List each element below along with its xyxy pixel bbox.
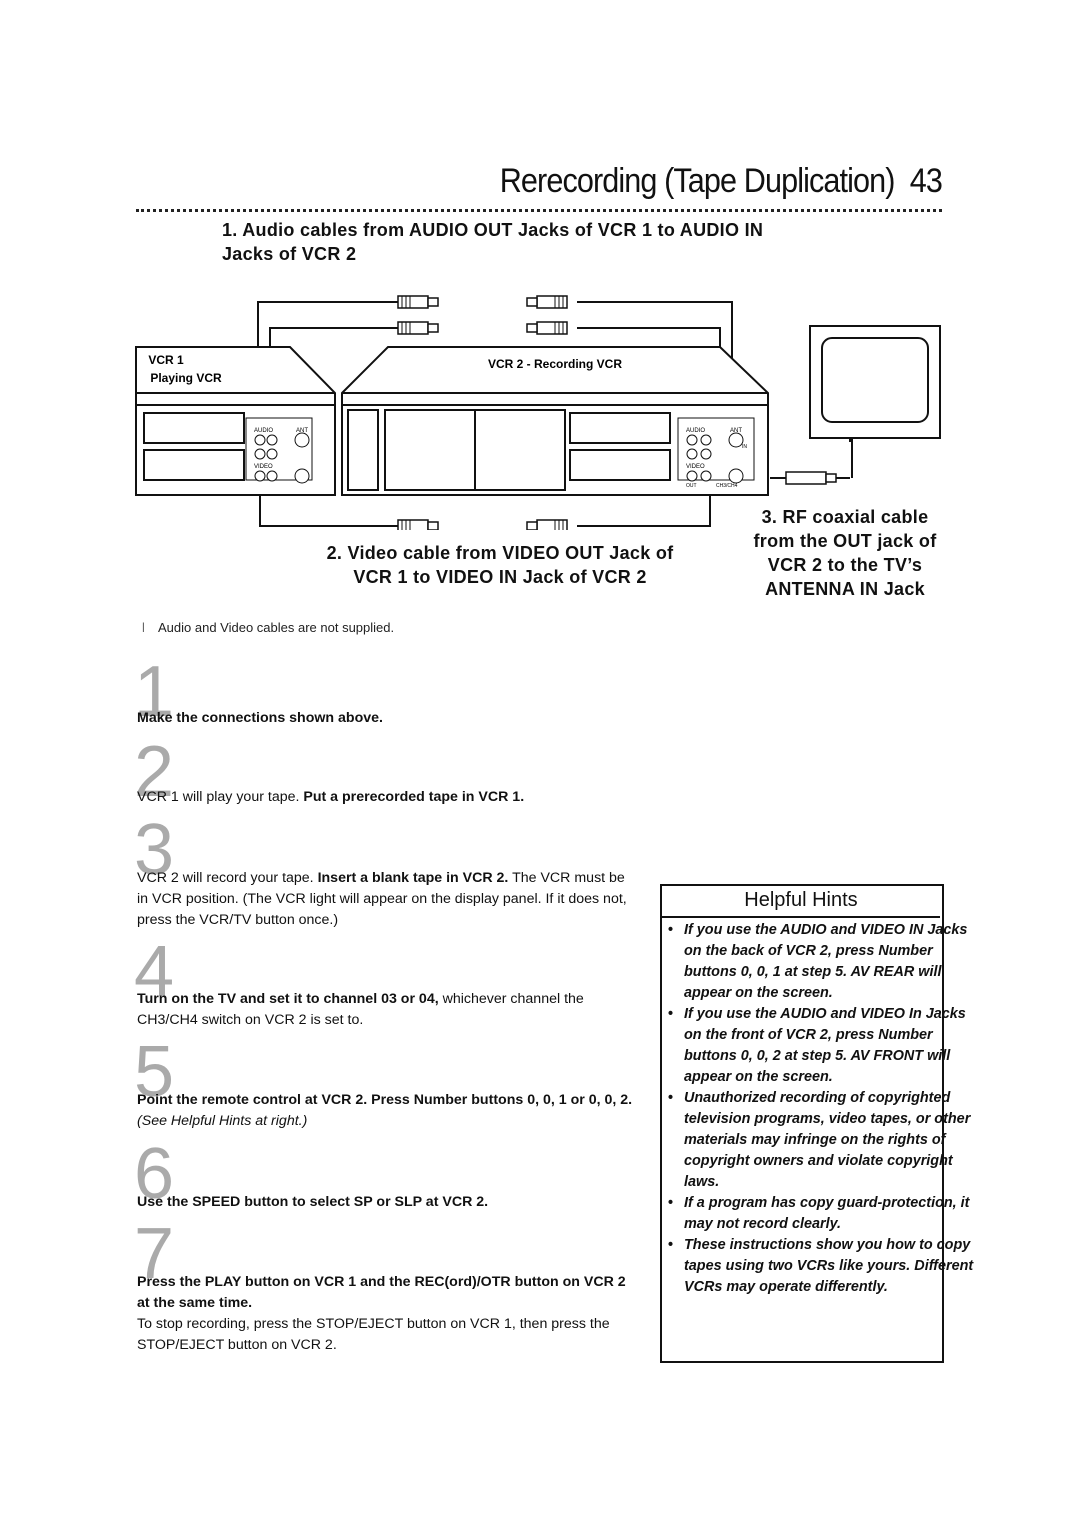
- header-rule: [136, 209, 942, 212]
- hint-item: • If you use the AUDIO and VIDEO In Jacks on the front of VCR 2, press Number buttons 0, 0, 2 at step 5. AV FRONT will appear on the screen.: [668, 1004, 978, 1088]
- vcr1-video-label: VIDEO: [254, 464, 273, 470]
- note-bullet: l: [142, 620, 145, 635]
- step-number-4: 4: [134, 932, 175, 1012]
- cables-note: l Audio and Video cables are not supplied.: [142, 620, 395, 635]
- step-text-7: Press the PLAY button on VCR 1 and the REC(ord)/OTR button on VCR 2 at the same time. To stop recording, press the STOP/EJECT button on VCR 1, then press the STOP/EJECT button on VCR 2.: [137, 1274, 626, 1353]
- vcr1-ant-label: ANT: [296, 428, 308, 434]
- helpful-hints-list: [668, 920, 978, 1298]
- page-number: 43: [909, 162, 942, 200]
- tv: [810, 326, 940, 438]
- vcr1-role-label: Playing VCR: [150, 371, 222, 385]
- vcr2-ch-label: CH3/CH4: [716, 483, 738, 489]
- connection-diagram: [130, 290, 960, 530]
- vcr2-audio-label: AUDIO: [686, 428, 706, 434]
- hint-item: • Unauthorized recording of copyrighted television programs, video tapes, or other materials may infringe on the rights of copyright owners and violate copyright laws.: [668, 1088, 978, 1193]
- step-number-5: 5: [134, 1032, 175, 1112]
- vcr2-in-label: IN: [742, 444, 747, 450]
- step-number-3: 3: [134, 810, 175, 890]
- vcr1-audio-label: AUDIO: [254, 428, 274, 434]
- caption-audio-cables: 1. Audio cables from AUDIO OUT Jacks of VCR 1 to AUDIO IN Jacks of VCR 2: [222, 220, 764, 264]
- step-number-1: 1: [134, 652, 175, 732]
- hint-item: • If a program has copy guard-protection, it may not record clearly.: [668, 1193, 978, 1235]
- step-text-3: VCR 2 will record your tape. Insert a blank tape in VCR 2. The VCR must be in VCR position. (The VCR light will appear on the display panel. If it does not, press the VCR/TV button once.): [137, 870, 627, 928]
- vcr2-video-label: VIDEO: [686, 464, 705, 470]
- hint-item: • If you use the AUDIO and VIDEO IN Jacks on the back of VCR 2, press Number buttons 0, 0, 1 at step 5. AV REAR will appear on the screen.: [668, 920, 978, 1004]
- rf-plug: [786, 472, 836, 484]
- caption-video-cable: 2. Video cable from VIDEO OUT Jack of VCR 1 to VIDEO IN Jack of VCR 2: [326, 543, 674, 587]
- step-number-6: 6: [134, 1134, 175, 1214]
- page-title: Rerecording (Tape Duplication) 43: [499, 162, 942, 200]
- hint-item: • These instructions show you how to copy tapes using two VCRs like yours. Different VCRs may operate differently.: [668, 1235, 978, 1298]
- step-text-4: Turn on the TV and set it to channel 03 or 04, whichever channel the CH3/CH4 switch on VCR 2 is set to.: [137, 991, 584, 1028]
- step-text-2: VCR 1 will play your tape. Put a prerecorded tape in VCR 1.: [137, 789, 525, 805]
- vcr2-out-label: OUT: [686, 483, 697, 489]
- step-text-6: Use the SPEED button to select SP or SLP at VCR 2.: [137, 1194, 489, 1210]
- step-text-5: Point the remote control at VCR 2. Press Number buttons 0, 0, 1 or 0, 0, 2. (See Helpful Hints at right.): [137, 1092, 633, 1129]
- helpful-hints-title: Helpful Hints: [662, 884, 940, 918]
- step-text-1: Make the connections shown above.: [137, 710, 383, 726]
- step-number-7: 7: [134, 1214, 175, 1294]
- step-number-2: 2: [134, 732, 175, 812]
- vcr2-label: VCR 2 - Recording VCR: [487, 357, 623, 371]
- vcr1-name-label: VCR 1: [148, 353, 184, 367]
- vcr2-ant-label: ANT: [730, 428, 742, 434]
- caption-rf-cable: 3. RF coaxial cable from the OUT jack of VCR 2 to the TV’s ANTENNA IN Jack: [753, 507, 937, 599]
